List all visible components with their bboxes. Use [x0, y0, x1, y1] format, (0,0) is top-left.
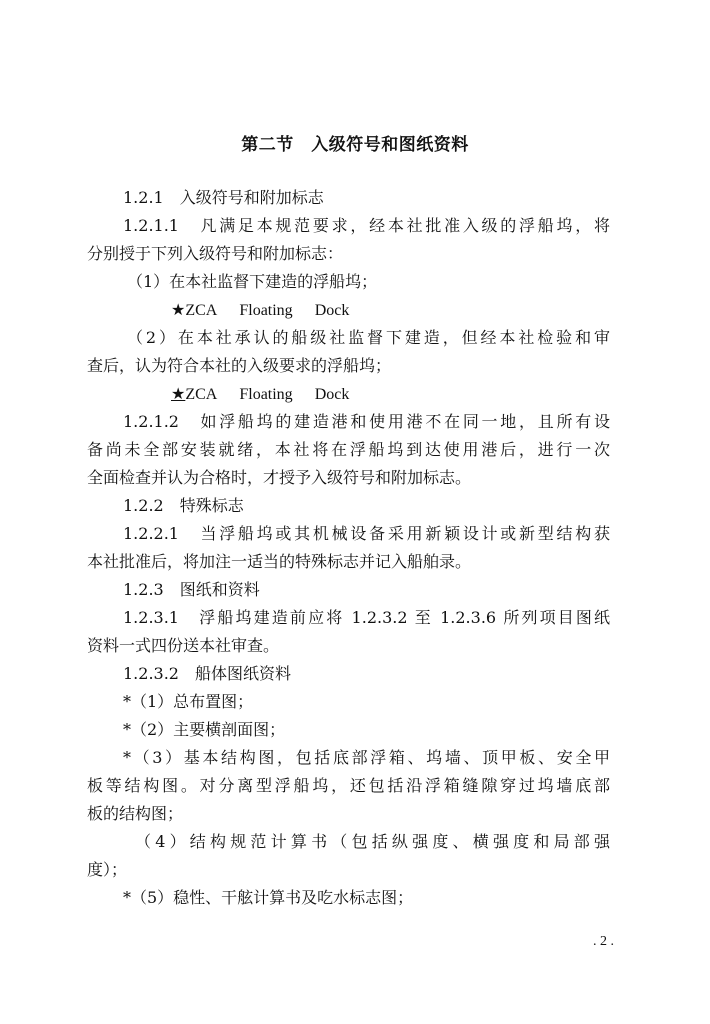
- clause-1-2-3-1: 1.2.3.1 浮船坞建造前应将 1.2.3.2 至 1.2.3.6 所列项目图纸: [123, 608, 610, 627]
- clause-1-2-1-1: 1.2.1.1 凡满足本规范要求，经本社批准入级的浮船坞，将: [123, 216, 610, 235]
- clause-1-2-2-1: 1.2.2.1 当浮船坞或其机械设备采用新颖设计或新型结构获: [123, 524, 610, 543]
- document-body: [87, 184, 610, 912]
- paragraph-line: 查后，认为符合本社的入级要求的浮船坞；: [87, 356, 392, 375]
- list-item-drawing-2: *（2）主要横剖面图；: [123, 720, 286, 739]
- list-item-2: （2）在本社承认的船级社监督下建造，但经本社检验和审: [127, 328, 610, 347]
- clause-heading-1-2-3: 1.2.3 图纸和资料: [123, 580, 260, 599]
- star-symbol: ★: [171, 384, 186, 403]
- class-symbol: ZCA: [185, 302, 218, 319]
- clause-heading-1-2-1: 1.2.1 入级符号和附加标志: [123, 188, 324, 207]
- paragraph-line: 资料一式四份送本社审查。: [87, 636, 280, 655]
- notation-word-floating: Floating: [239, 386, 293, 403]
- list-item-drawing-1: *（1）总布置图；: [123, 692, 254, 711]
- clause-heading-1-2-3-2: 1.2.3.2 船体图纸资料: [123, 664, 291, 683]
- class-notation: [87, 380, 610, 408]
- star-symbol: ★: [171, 300, 186, 319]
- page-number: . 2 .: [593, 934, 614, 949]
- paragraph-line: 全面检查并认为合格时，才授予入级符号和附加标志。: [87, 468, 472, 487]
- list-item-1: （1）在本社监督下建造的浮船坞；: [127, 272, 378, 291]
- notation-word-floating: Floating: [239, 302, 293, 319]
- paragraph-line: 板等结构图。对分离型浮船坞，还包括沿浮箱缝隙穿过坞墙底部: [87, 776, 610, 795]
- paragraph-line: 板的结构图；: [87, 804, 184, 823]
- section-title: 第二节 入级符号和图纸资料: [241, 135, 469, 155]
- paragraph-line: 本社批准后，将加注一适当的特殊标志并记入船舶录。: [87, 552, 472, 571]
- class-symbol: ZCA: [185, 386, 218, 403]
- clause-1-2-1-2: 1.2.1.2 如浮船坞的建造港和使用港不在同一地，且所有设: [123, 412, 610, 431]
- clause-heading-1-2-2: 1.2.2 特殊标志: [123, 496, 244, 515]
- notation-word-dock: Dock: [314, 302, 350, 319]
- notation-word-dock: Dock: [314, 386, 350, 403]
- paragraph-line: 备尚未全部安装就绪，本社将在浮船坞到达使用港后，进行一次: [87, 440, 610, 459]
- list-item-drawing-3: *（3）基本结构图，包括底部浮箱、坞墙、顶甲板、安全甲: [123, 748, 610, 767]
- paragraph-line: 分别授于下列入级符号和附加标志：: [87, 244, 344, 263]
- paragraph-line: 度）；: [87, 860, 128, 879]
- list-item-drawing-5: *（5）稳性、干舷计算书及吃水标志图；: [123, 888, 414, 907]
- class-notation: [87, 296, 610, 324]
- list-item-drawing-4: （4）结构规范计算书（包括纵强度、横强度和局部强: [135, 832, 610, 851]
